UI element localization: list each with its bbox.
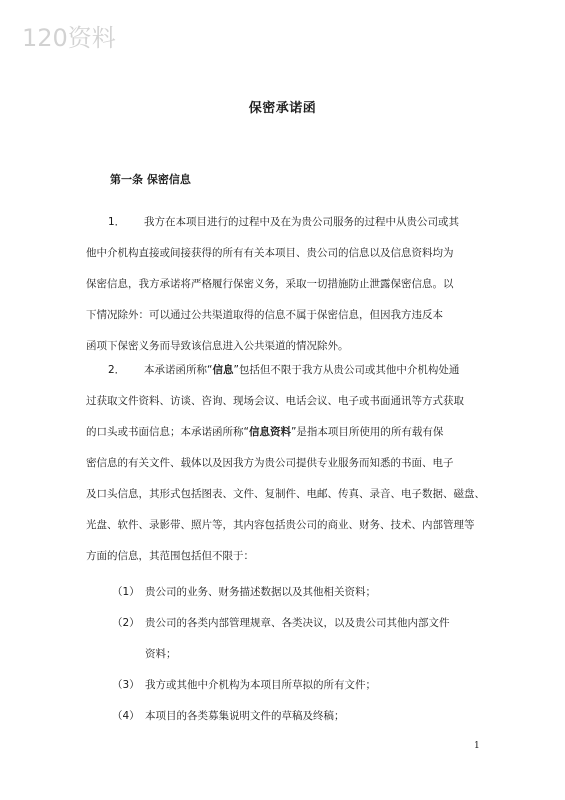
- paragraph-line: 的口头或书面信息；本承诺函所称“信息资料”是指本项目所使用的所有载有保: [86, 426, 444, 438]
- page-number: 1: [474, 741, 480, 751]
- paragraph-line: 方面的信息，其范围包括但不限于：: [86, 550, 254, 562]
- item-number: （3）: [112, 679, 140, 691]
- term-info-materials: 信息资料: [248, 426, 291, 438]
- document-title: 保密承诺函: [248, 101, 317, 116]
- paragraph-line: 2． 本承诺函所称“信息”包括但不限于我方从贵公司或其他中介机构处通: [86, 355, 481, 386]
- paragraph-line: 密信息的有关文件、载体以及因我方为贵公司提供专业服务而知悉的书面、电子: [86, 457, 454, 469]
- watermark: 120资料: [22, 24, 116, 52]
- list-item: （2） 贵公司的各类内部管理规章、各类决议，以及贵公司其他内部文件: [112, 608, 492, 639]
- paragraph-1: [86, 207, 481, 362]
- paragraph-line: 他中介机构直接或间接获得的所有有关本项目、贵公司的信息以及信息资料均为: [86, 247, 454, 259]
- list-item: （4） 本项目的各类募集说明文件的草稿及终稿；: [112, 701, 492, 732]
- paragraph-line: 光盘、软件、录影带、照片等，其内容包括贵公司的商业、财务、技术、内部管理等: [86, 519, 475, 531]
- paragraph-line: 保密信息，我方承诺将严格履行保密义务，采取一切措施防止泄露保密信息。以: [86, 278, 454, 290]
- list-item: （3） 我方或其他中介机构为本项目所草拟的所有文件；: [112, 670, 492, 701]
- paragraph-number: 2．: [108, 364, 126, 376]
- list-item: （1） 贵公司的业务、财务描述数据以及其他相关资料；: [112, 577, 492, 608]
- paragraph-line: 及口头信息，其形式包括图表、文件、复制件、电邮、传真、录音、电子数据、磁盘、: [86, 488, 485, 500]
- paragraph-line: 过获取文件资料、访谈、咨询、现场会议、电话会议、电子或书面通讯等方式获取: [86, 395, 464, 407]
- list-item-continuation: 资料；: [145, 648, 177, 660]
- paragraph-line: 函项下保密义务而导致该信息进入公共渠道的情况除外。: [86, 340, 349, 352]
- paragraph-line: 1． 我方在本项目进行的过程中及在为贵公司服务的过程中从贵公司或其: [86, 207, 481, 238]
- paragraph-line: 下情况除外：可以通过公共渠道取得的信息不属于保密信息，但因我方违反本: [86, 309, 443, 321]
- term-info: 信息: [212, 364, 234, 376]
- paragraph-2: [86, 355, 485, 572]
- item-number: （4）: [112, 710, 140, 722]
- item-number: （2）: [112, 617, 140, 629]
- item-number: （1）: [112, 586, 140, 598]
- paragraph-number: 1．: [108, 216, 126, 228]
- item-list: [112, 577, 492, 732]
- section-heading: 第一条 保密信息: [110, 173, 191, 186]
